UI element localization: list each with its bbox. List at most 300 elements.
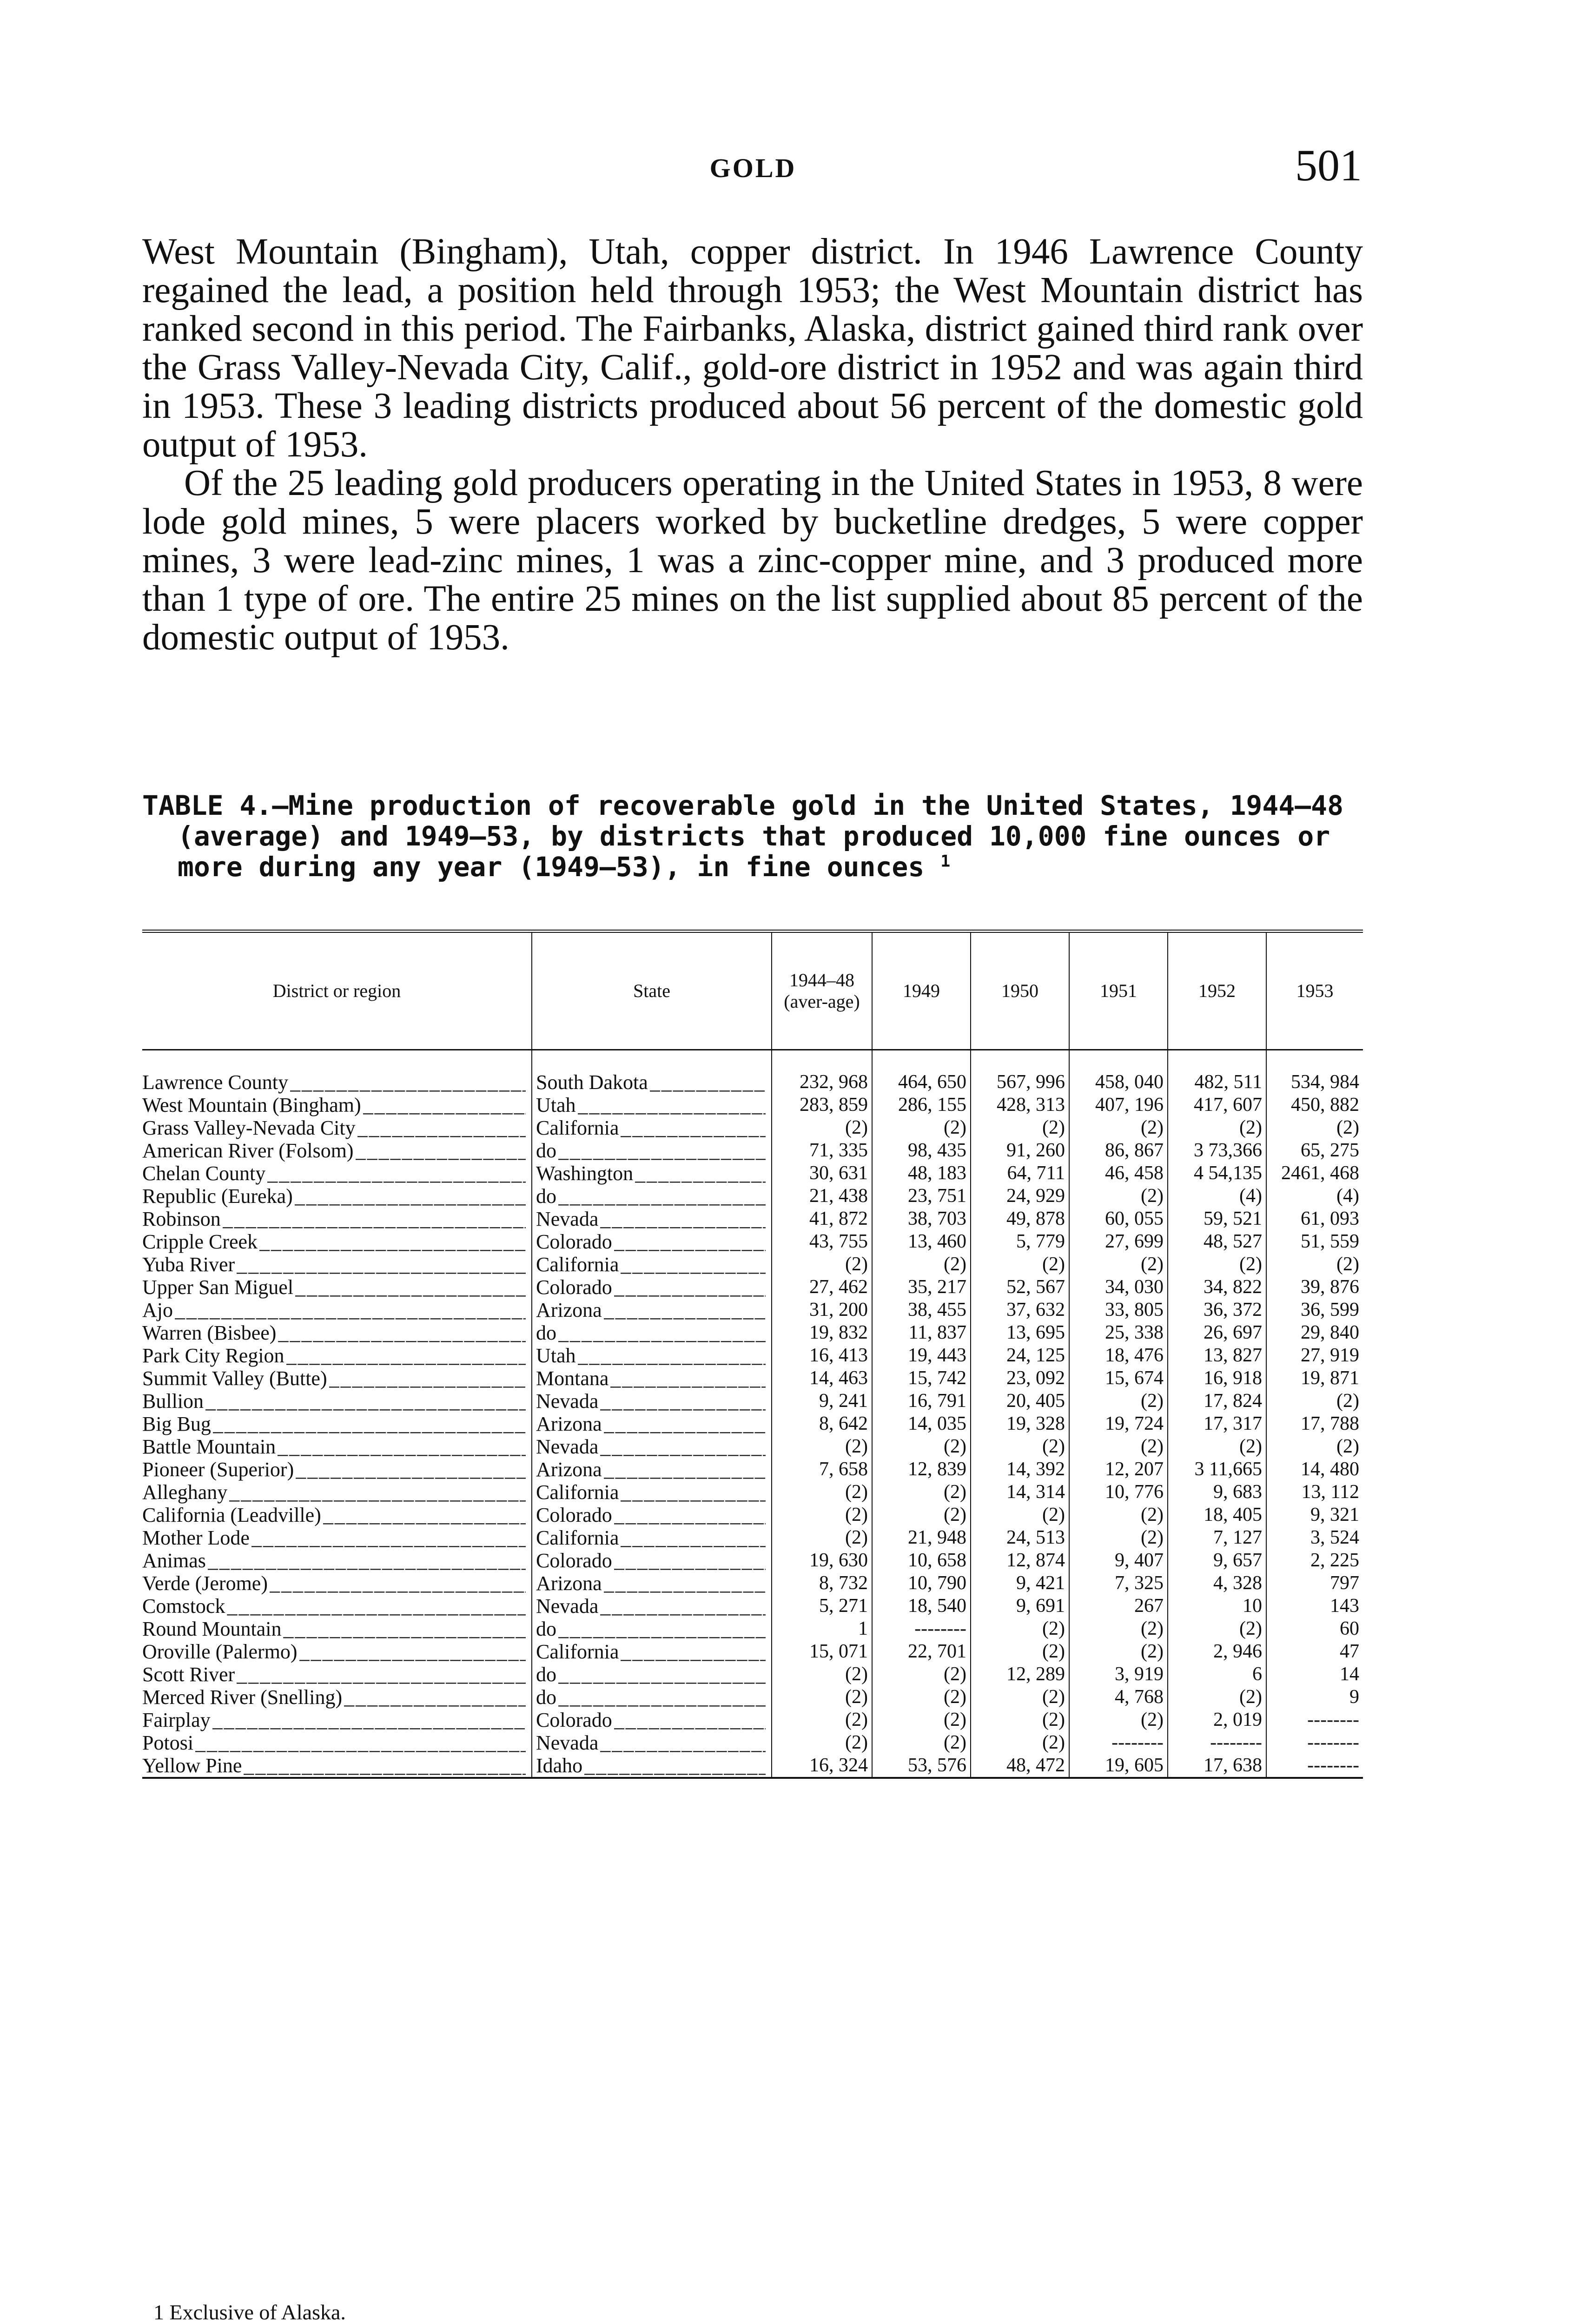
district-name: Warren (Bisbee)	[142, 1321, 277, 1344]
district-name: Republic (Eureka)	[142, 1185, 293, 1208]
value-cell: (2)	[971, 1253, 1069, 1276]
value-cell: 27, 462	[772, 1276, 872, 1299]
district-cell	[142, 1276, 532, 1299]
leader-dots	[635, 1162, 766, 1185]
state-name: Utah	[536, 1094, 576, 1116]
district-name: Mother Lode	[142, 1526, 250, 1549]
value-cell: 53, 576	[872, 1754, 971, 1778]
value-cell: 7, 127	[1168, 1526, 1266, 1549]
value-cell: 8, 642	[772, 1413, 872, 1435]
value-cell: 19, 871	[1266, 1367, 1363, 1390]
district-cell	[142, 1595, 532, 1618]
value-cell: 12, 289	[971, 1663, 1069, 1686]
table-caption-note: 1	[940, 852, 951, 871]
value-cell: 34, 030	[1069, 1276, 1168, 1299]
leader-dots	[205, 1390, 526, 1413]
running-title: GOLD	[709, 153, 797, 183]
value-cell: 43, 755	[772, 1230, 872, 1253]
state-cell	[532, 1162, 772, 1185]
value-cell: 24, 929	[971, 1185, 1069, 1208]
district-name: Battle Mountain	[142, 1435, 276, 1458]
leader-dots	[229, 1481, 526, 1504]
value-cell: (2)	[971, 1435, 1069, 1458]
value-cell: 21, 438	[772, 1185, 872, 1208]
value-cell: (2)	[1266, 1116, 1363, 1139]
value-cell: (2)	[772, 1709, 872, 1731]
value-cell: (2)	[872, 1504, 971, 1526]
value-cell: (2)	[772, 1481, 872, 1504]
leader-dots	[621, 1526, 766, 1549]
state-cell	[532, 1116, 772, 1139]
leader-dots	[251, 1526, 526, 1549]
leader-dots	[578, 1094, 766, 1116]
value-cell: (2)	[971, 1731, 1069, 1754]
district-name: California (Leadville)	[142, 1504, 321, 1526]
table-row	[142, 1390, 1363, 1413]
value-cell: 60	[1266, 1618, 1363, 1640]
leader-dots	[227, 1595, 526, 1618]
value-cell: (2)	[1069, 1709, 1168, 1731]
leader-dots	[621, 1481, 766, 1504]
value-cell: 30, 631	[772, 1162, 872, 1185]
value-cell: 482, 511	[1168, 1071, 1266, 1094]
leader-dots	[600, 1390, 766, 1413]
value-cell: (2)	[971, 1686, 1069, 1709]
leader-dots	[237, 1253, 526, 1276]
state-name: do	[536, 1663, 556, 1686]
district-name: Big Bug	[142, 1413, 211, 1435]
leader-dots	[600, 1435, 766, 1458]
state-name: South Dakota	[536, 1071, 648, 1094]
value-cell: 31, 200	[772, 1299, 872, 1321]
state-cell	[532, 1321, 772, 1344]
table-row	[142, 1572, 1363, 1595]
state-name: California	[536, 1640, 619, 1663]
table-row	[142, 1253, 1363, 1276]
value-cell: 38, 455	[872, 1299, 971, 1321]
value-cell: 36, 372	[1168, 1299, 1266, 1321]
state-cell	[532, 1686, 772, 1709]
value-cell: 48, 183	[872, 1162, 971, 1185]
leader-dots	[621, 1116, 766, 1139]
district-cell	[142, 1549, 532, 1572]
value-cell: 10, 776	[1069, 1481, 1168, 1504]
district-cell	[142, 1640, 532, 1663]
value-cell: 286, 155	[872, 1094, 971, 1116]
state-name: do	[536, 1618, 556, 1640]
state-name: California	[536, 1116, 619, 1139]
state-name: California	[536, 1526, 619, 1549]
value-cell: 8, 732	[772, 1572, 872, 1595]
value-cell: 24, 125	[971, 1344, 1069, 1367]
leader-dots	[558, 1618, 766, 1640]
leader-dots	[278, 1435, 526, 1458]
value-cell: 17, 317	[1168, 1413, 1266, 1435]
value-cell: (4)	[1168, 1185, 1266, 1208]
value-cell: (2)	[1168, 1253, 1266, 1276]
value-cell: (2)	[772, 1116, 872, 1139]
value-cell: (2)	[872, 1663, 971, 1686]
value-cell: 9, 241	[772, 1390, 872, 1413]
state-name: Idaho	[536, 1754, 583, 1777]
value-cell: 48, 527	[1168, 1230, 1266, 1253]
state-name: Nevada	[536, 1208, 599, 1230]
value-cell: 407, 196	[1069, 1094, 1168, 1116]
value-cell: (2)	[971, 1504, 1069, 1526]
district-name: Summit Valley (Butte)	[142, 1367, 327, 1390]
state-name: Nevada	[536, 1435, 599, 1458]
table-row	[142, 1754, 1363, 1778]
leader-dots	[195, 1731, 526, 1754]
district-name: Fairplay	[142, 1709, 211, 1731]
state-name: Montana	[536, 1367, 609, 1390]
value-cell: (2)	[1069, 1116, 1168, 1139]
leader-dots	[267, 1162, 526, 1185]
value-cell: 9, 683	[1168, 1481, 1266, 1504]
leader-dots	[323, 1504, 526, 1526]
leader-dots	[344, 1686, 526, 1709]
state-cell	[532, 1663, 772, 1686]
value-cell: 16, 791	[872, 1390, 971, 1413]
state-cell	[532, 1458, 772, 1481]
state-name: Colorado	[536, 1504, 612, 1526]
value-cell: 9, 407	[1069, 1549, 1168, 1572]
value-cell: 27, 699	[1069, 1230, 1168, 1253]
value-cell: (2)	[1069, 1185, 1168, 1208]
value-cell: 9, 657	[1168, 1549, 1266, 1572]
leader-dots	[558, 1139, 766, 1162]
table-row	[142, 1299, 1363, 1321]
value-cell: 29, 840	[1266, 1321, 1363, 1344]
paragraph-2: Of the 25 leading gold producers operating in the United States in 1953, 8 were lode gold mines, 5 were placers worked by bucketline dredges, 5 were copper mines, 3 were lead-zinc mines, 1 was a zinc-copper mine, and 3 produced more than 1 type of ore. The entire 25 mines on the list supplied about 85 percent of the domestic output of 1953.	[142, 463, 1363, 658]
value-cell: 450, 882	[1266, 1094, 1363, 1116]
table-row	[142, 1709, 1363, 1731]
table-row	[142, 1208, 1363, 1230]
table-row	[142, 1549, 1363, 1572]
district-cell	[142, 1618, 532, 1640]
value-cell: 23, 092	[971, 1367, 1069, 1390]
state-cell	[532, 1390, 772, 1413]
value-cell: 9	[1266, 1686, 1363, 1709]
value-cell: 36, 599	[1266, 1299, 1363, 1321]
gold-production-table	[142, 930, 1363, 1779]
district-name: Yellow Pine	[142, 1754, 242, 1777]
leader-dots	[295, 1185, 526, 1208]
leader-dots	[558, 1686, 766, 1709]
table-spacer-row	[142, 1050, 1363, 1071]
state-name: Arizona	[536, 1458, 602, 1481]
district-name: Pioneer (Superior)	[142, 1458, 294, 1481]
state-name: California	[536, 1481, 619, 1504]
value-cell: (2)	[872, 1709, 971, 1731]
value-cell: 34, 822	[1168, 1276, 1266, 1299]
value-cell: 13, 695	[971, 1321, 1069, 1344]
value-cell: --------	[1069, 1731, 1168, 1754]
table-row	[142, 1595, 1363, 1618]
value-cell: (2)	[1168, 1618, 1266, 1640]
district-name: Yuba River	[142, 1253, 235, 1276]
value-cell: (2)	[1069, 1253, 1168, 1276]
leader-dots	[213, 1413, 526, 1435]
value-cell: 534, 984	[1266, 1071, 1363, 1094]
value-cell: 15, 674	[1069, 1367, 1168, 1390]
value-cell: 33, 805	[1069, 1299, 1168, 1321]
value-cell: 267	[1069, 1595, 1168, 1618]
table-row	[142, 1139, 1363, 1162]
value-cell: 19, 630	[772, 1549, 872, 1572]
value-cell: 7, 658	[772, 1458, 872, 1481]
value-cell: 17, 788	[1266, 1413, 1363, 1435]
leader-dots	[237, 1663, 526, 1686]
value-cell: 64, 711	[971, 1162, 1069, 1185]
district-name: Ajo	[142, 1299, 173, 1321]
value-cell: 14	[1266, 1663, 1363, 1686]
state-name: Colorado	[536, 1549, 612, 1572]
leader-dots	[175, 1299, 526, 1321]
value-cell: 41, 872	[772, 1208, 872, 1230]
state-name: Colorado	[536, 1230, 612, 1253]
value-cell: 27, 919	[1266, 1344, 1363, 1367]
leader-dots	[363, 1094, 526, 1116]
value-cell: (2)	[872, 1686, 971, 1709]
state-cell	[532, 1595, 772, 1618]
column-header: 1950	[971, 931, 1069, 1050]
district-name: Grass Valley-Nevada City	[142, 1116, 356, 1139]
column-header: 1953	[1266, 931, 1363, 1050]
state-cell	[532, 1344, 772, 1367]
district-cell	[142, 1344, 532, 1367]
value-cell: 567, 996	[971, 1071, 1069, 1094]
district-cell	[142, 1458, 532, 1481]
value-cell: 2, 019	[1168, 1709, 1266, 1731]
state-cell	[532, 1435, 772, 1458]
district-name: Lawrence County	[142, 1071, 288, 1094]
table-row	[142, 1344, 1363, 1367]
leader-dots	[212, 1709, 526, 1731]
table-row	[142, 1162, 1363, 1185]
leader-dots	[357, 1116, 526, 1139]
footnotes	[142, 2301, 1397, 2324]
value-cell: (2)	[1069, 1390, 1168, 1413]
state-cell	[532, 1253, 772, 1276]
state-name: Colorado	[536, 1276, 612, 1299]
value-cell: 18, 405	[1168, 1504, 1266, 1526]
district-cell	[142, 1185, 532, 1208]
value-cell: (2)	[1266, 1253, 1363, 1276]
value-cell: (4)	[1266, 1185, 1363, 1208]
district-name: Scott River	[142, 1663, 235, 1686]
leader-dots	[604, 1299, 766, 1321]
page-number: 501	[1295, 140, 1362, 190]
value-cell: 14, 480	[1266, 1458, 1363, 1481]
district-cell	[142, 1299, 532, 1321]
leader-dots	[259, 1230, 526, 1253]
value-cell: 13, 827	[1168, 1344, 1266, 1367]
state-cell	[532, 1230, 772, 1253]
value-cell: 19, 832	[772, 1321, 872, 1344]
district-cell	[142, 1481, 532, 1504]
value-cell: 232, 968	[772, 1071, 872, 1094]
state-cell	[532, 1276, 772, 1299]
state-name: Nevada	[536, 1731, 599, 1754]
state-name: Nevada	[536, 1390, 599, 1413]
table-row	[142, 1618, 1363, 1640]
value-cell: 4 54,135	[1168, 1162, 1266, 1185]
value-cell: 61, 093	[1266, 1208, 1363, 1230]
column-header: 1952	[1168, 931, 1266, 1050]
value-cell: 18, 540	[872, 1595, 971, 1618]
state-cell	[532, 1299, 772, 1321]
district-cell	[142, 1435, 532, 1458]
table-row	[142, 1526, 1363, 1549]
value-cell: (2)	[971, 1618, 1069, 1640]
leader-dots	[614, 1549, 766, 1572]
leader-dots	[604, 1458, 766, 1481]
value-cell: 14, 463	[772, 1367, 872, 1390]
state-name: Arizona	[536, 1299, 602, 1321]
value-cell: 91, 260	[971, 1139, 1069, 1162]
value-cell: 15, 742	[872, 1367, 971, 1390]
value-cell: (2)	[772, 1504, 872, 1526]
state-name: do	[536, 1185, 556, 1208]
state-cell	[532, 1185, 772, 1208]
value-cell: 9, 691	[971, 1595, 1069, 1618]
body-text	[142, 232, 1363, 657]
state-cell	[532, 1709, 772, 1731]
leader-dots	[329, 1367, 526, 1390]
value-cell: 417, 607	[1168, 1094, 1266, 1116]
district-name: Upper San Miguel	[142, 1276, 294, 1299]
value-cell: 9, 321	[1266, 1504, 1363, 1526]
district-cell	[142, 1663, 532, 1686]
table-row	[142, 1731, 1363, 1754]
leader-dots	[621, 1253, 766, 1276]
value-cell: (2)	[1266, 1435, 1363, 1458]
leader-dots	[223, 1208, 526, 1230]
state-name: do	[536, 1139, 556, 1162]
leader-dots	[290, 1071, 526, 1094]
value-cell: 51, 559	[1266, 1230, 1363, 1253]
value-cell: 3 73,366	[1168, 1139, 1266, 1162]
table-row	[142, 1321, 1363, 1344]
value-cell: 4, 768	[1069, 1686, 1168, 1709]
value-cell: 26, 697	[1168, 1321, 1266, 1344]
table-row	[142, 1413, 1363, 1435]
district-name: Animas	[142, 1549, 206, 1572]
leader-dots	[614, 1709, 766, 1731]
state-cell	[532, 1208, 772, 1230]
district-cell	[142, 1754, 532, 1778]
value-cell: 19, 443	[872, 1344, 971, 1367]
table-row	[142, 1367, 1363, 1390]
district-cell	[142, 1526, 532, 1549]
value-cell: 7, 325	[1069, 1572, 1168, 1595]
value-cell: 5, 271	[772, 1595, 872, 1618]
value-cell: 37, 632	[971, 1299, 1069, 1321]
value-cell: 39, 876	[1266, 1276, 1363, 1299]
value-cell: (2)	[772, 1526, 872, 1549]
district-cell	[142, 1709, 532, 1731]
state-cell	[532, 1731, 772, 1754]
value-cell: 15, 071	[772, 1640, 872, 1663]
state-cell	[532, 1481, 772, 1504]
leader-dots	[578, 1344, 766, 1367]
table-row	[142, 1435, 1363, 1458]
value-cell: 6	[1168, 1663, 1266, 1686]
value-cell: 3 11,665	[1168, 1458, 1266, 1481]
leader-dots	[610, 1367, 766, 1390]
value-cell: 5, 779	[971, 1230, 1069, 1253]
value-cell: --------	[1266, 1731, 1363, 1754]
value-cell: 35, 217	[872, 1276, 971, 1299]
value-cell: 86, 867	[1069, 1139, 1168, 1162]
value-cell: 3, 919	[1069, 1663, 1168, 1686]
value-cell: 9, 421	[971, 1572, 1069, 1595]
state-cell	[532, 1367, 772, 1390]
leader-dots	[621, 1640, 766, 1663]
value-cell: (2)	[1069, 1640, 1168, 1663]
leader-dots	[650, 1071, 766, 1094]
district-cell	[142, 1139, 532, 1162]
table-row	[142, 1504, 1363, 1526]
footnote: 1 Exclusive of Alaska.	[153, 2300, 346, 2324]
district-cell	[142, 1162, 532, 1185]
leader-dots	[558, 1663, 766, 1686]
table-row	[142, 1481, 1363, 1504]
district-name: Merced River (Snelling)	[142, 1686, 343, 1709]
value-cell: 1	[772, 1618, 872, 1640]
value-cell: 65, 275	[1266, 1139, 1363, 1162]
value-cell: 17, 638	[1168, 1754, 1266, 1778]
column-header: State	[532, 931, 772, 1050]
value-cell: 11, 837	[872, 1321, 971, 1344]
table-row	[142, 1458, 1363, 1481]
district-name: Oroville (Palermo)	[142, 1640, 298, 1663]
value-cell: 13, 460	[872, 1230, 971, 1253]
value-cell: (2)	[772, 1435, 872, 1458]
leader-dots	[614, 1230, 766, 1253]
leader-dots	[600, 1595, 766, 1618]
district-name: Robinson	[142, 1208, 221, 1230]
value-cell: 13, 112	[1266, 1481, 1363, 1504]
district-cell	[142, 1367, 532, 1390]
value-cell: (2)	[772, 1731, 872, 1754]
value-cell: 19, 724	[1069, 1413, 1168, 1435]
value-cell: 10, 658	[872, 1549, 971, 1572]
value-cell: (2)	[872, 1116, 971, 1139]
value-cell: (2)	[772, 1663, 872, 1686]
value-cell: 10	[1168, 1595, 1266, 1618]
value-cell: 52, 567	[971, 1276, 1069, 1299]
state-cell	[532, 1549, 772, 1572]
value-cell: 16, 324	[772, 1754, 872, 1778]
leader-dots	[299, 1640, 526, 1663]
value-cell: 98, 435	[872, 1139, 971, 1162]
table-row	[142, 1094, 1363, 1116]
value-cell: (2)	[772, 1253, 872, 1276]
value-cell: 428, 313	[971, 1094, 1069, 1116]
value-cell: (2)	[872, 1435, 971, 1458]
value-cell: (2)	[1069, 1435, 1168, 1458]
running-head	[144, 139, 1362, 191]
state-cell	[532, 1526, 772, 1549]
district-name: American River (Folsom)	[142, 1139, 354, 1162]
column-header: 1949	[872, 931, 971, 1050]
district-cell	[142, 1572, 532, 1595]
table-caption-text: —Mine production of recoverable gold in the United States, 1944–48	[272, 790, 1344, 821]
leader-dots	[584, 1754, 766, 1777]
value-cell: (2)	[1069, 1504, 1168, 1526]
